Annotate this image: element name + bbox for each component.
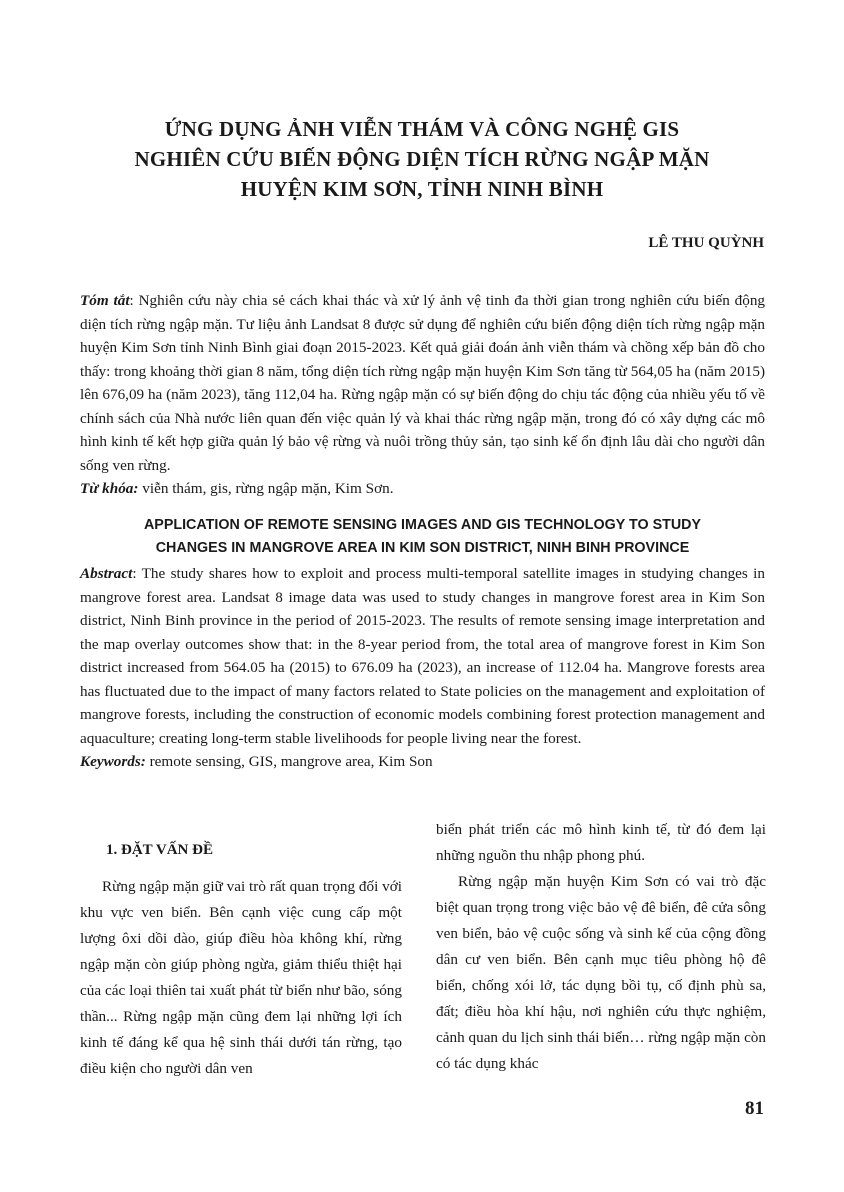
keywords-en: [80, 750, 765, 774]
abstract-en-paragraph: [80, 562, 765, 750]
abstract-english: [80, 562, 765, 774]
body-column-left: [80, 834, 402, 1082]
keywords-vi: [80, 477, 765, 501]
abstract-vi-label: Tóm tắt: [80, 292, 130, 309]
abstract-vi-text: : Nghiên cứu này chia sẻ cách khai thác và xử lý ảnh vệ tinh đa thời gian trong nghiên cứu biến động diện tích rừng ngập mặn. Tư liệu ảnh Landsat 8 được sử dụng để nghiên cứu biến động diện tích rừng ngập mặn huyện Kim Sơn tỉnh Ninh Bình giai đoạn 2015-2023. Kết quả giải đoán ảnh viễn thám và chồng xếp bản đồ cho thấy: trong khoảng thời gian 8 năm, tổng diện tích rừng ngập mặn huyện Kim Sơn tăng từ 564,05 ha (năm 2015) lên 676,09 ha (năm 2023), tăng 112,04 ha. Rừng ngập mặn có sự biến động do chịu tác động của nhiều yếu tố về chính sách của Nhà nước liên quan đến việc quản lý và khai thác rừng ngập mặn, trong đó có xây dựng các mô hình kinh tế kết hợp giữa quản lý bảo vệ rừng và nuôi trồng thủy sản, tạo sinh kế ổn định lâu dài cho người dân sống ven rừng.: [80, 292, 766, 474]
title-line-2: NGHIÊN CỨU BIẾN ĐỘNG DIỆN TÍCH RỪNG NGẬP MẶN: [134, 147, 710, 171]
section-heading: 1. ĐẶT VẤN ĐỀ: [106, 842, 213, 858]
abstract-en-label: Abstract: [80, 565, 133, 582]
keywords-vi-text: viễn thám, gis, rừng ngập mặn, Kim Sơn.: [138, 480, 394, 497]
keywords-en-text: remote sensing, GIS, mangrove area, Kim Son: [145, 753, 433, 770]
body-paragraph-right-2: Rừng ngập mặn huyện Kim Sơn có vai trò đặc biệt quan trọng trong việc bảo vệ đê biển, đê cửa sông ven biển, bảo vệ cuộc sống và sinh kế của cộng đồng dân cư ven biển. Bên cạnh mục tiêu phòng hộ đê biển, chống xói lở, tác dụng bồi tụ, cố định phù sa, đất; điều hòa khí hậu, nơi nghiên cứu thực nghiệm, cảnh quan du lịch sinh thái biển… rừng ngập mặn còn có tác dụng khác: [436, 873, 766, 1072]
abstract-vi-paragraph: [80, 289, 765, 477]
body-column-right: [436, 817, 766, 1077]
body-paragraph-left: Rừng ngập mặn giữ vai trò rất quan trọng đối với khu vực ven biển. Bên cạnh việc cung cấp một lượng ôxi dồi dào, giúp điều hòa không khí, rừng ngập mặn còn giúp phòng ngừa, giảm thiểu thiệt hại của các loại thiên tai xuất phát từ biển như bão, sóng thần... Rừng ngập mặn cũng đem lại những lợi ích kinh tế đáng kể qua hệ sinh thái dưới tán rừng, tạo điều kiện cho người dân ven: [80, 878, 402, 1077]
article-title: [80, 114, 764, 204]
page-number: 81: [745, 1098, 764, 1119]
title-line-1: ỨNG DỤNG ẢNH VIỄN THÁM VÀ CÔNG NGHỆ GIS: [164, 117, 680, 141]
author-name: LÊ THU QUỲNH: [648, 235, 764, 251]
body-paragraph-right-1: biển phát triển các mô hình kinh tế, từ đó đem lại những nguồn thu nhập phong phú.: [436, 821, 766, 864]
keywords-vi-label: Từ khóa:: [80, 480, 139, 497]
keywords-en-label: Keywords:: [80, 753, 146, 770]
abstract-en-text: : The study shares how to exploit and process multi-temporal satellite images in studying changes in mangrove forest area. Landsat 8 image data was used to study changes in mangrove forest area in Kim Son district, Ninh Binh province in the period of 2015-2023. The results of remote sensing image interpretation and the map overlay outcomes show that: in the 8-year period from, the total area of mangrove forest in Kim Son district increased from 564.05 ha (2015) to 676.09 ha (2023), an increase of 112.04 ha. Mangrove forests area has fluctuated due to the impact of many factors related to State policies on the management and exploitation of mangrove forests, including the construction of economic models combining forest protection management and aquaculture; creating long-term stable livelihoods for people living near the forest.: [80, 565, 765, 747]
english-title-line-2: CHANGES IN MANGROVE AREA IN KIM SON DISTRICT, NINH BINH PROVINCE: [155, 540, 690, 556]
abstract-vietnamese: [80, 289, 765, 501]
english-title-line-1: APPLICATION OF REMOTE SENSING IMAGES AND GIS TECHNOLOGY TO STUDY: [143, 517, 702, 533]
english-title: [80, 514, 765, 560]
title-line-3: HUYỆN KIM SƠN, TỈNH NINH BÌNH: [240, 177, 604, 201]
